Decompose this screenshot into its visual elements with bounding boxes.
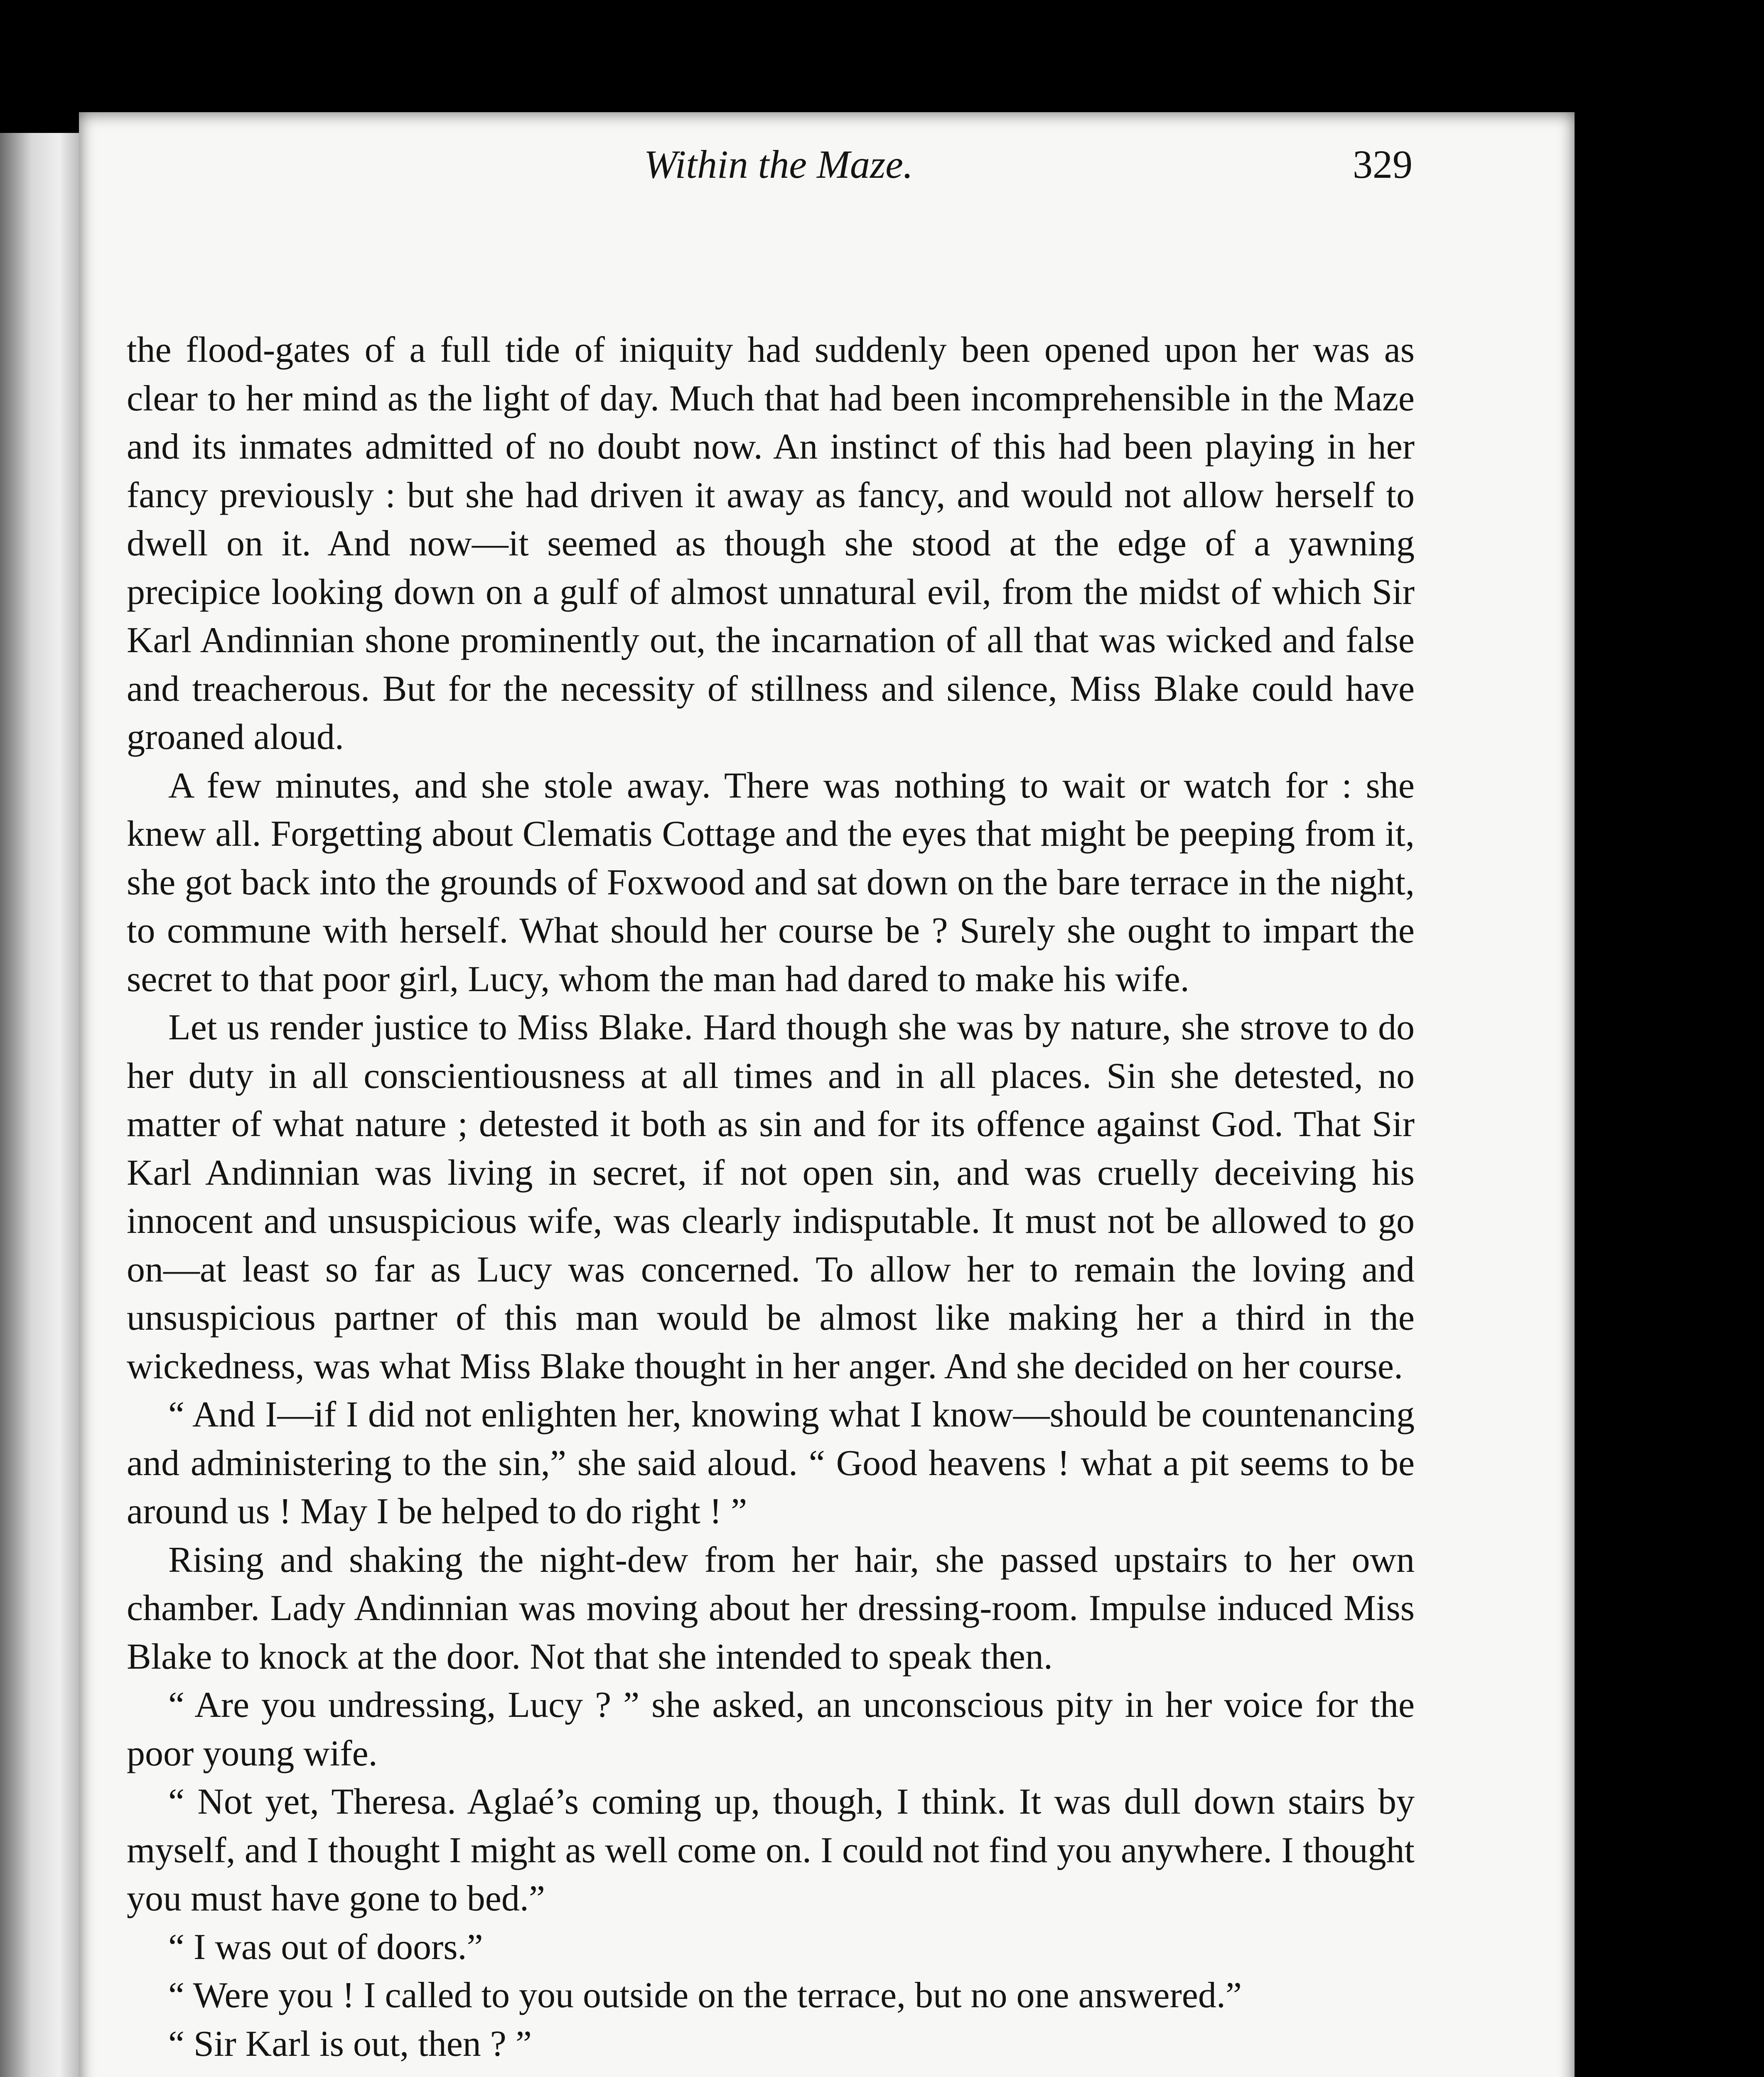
paragraph: “ Sir Karl is out, then ? ”	[168, 2023, 532, 2064]
paragraph: the flood-gates of a full tide of iniquity had suddenly been opened upon her was as clear to her mind as the light of day. Much that had been incomprehensible in the Maze and its inmates admitted of no doubt now. An instinct of this had been playing in her fancy previously : but she had driven it away as fancy, and would not allow herself to dwell on it. And now—it seemed as though she stood at the edge of a yawning precipice looking down on a gulf of almost unnatural evil, from the midst of which Sir Karl Andinnian shone prominently out, the incarnation of all that was wicked and false and treacherous. But for the necessity of stillness and silence, Miss Blake could have groaned aloud.	[127, 330, 1415, 757]
page-header	[125, 137, 1413, 199]
paragraph: Let us render justice to Miss Blake. Hard though she was by nature, she strove to do her duty in all conscientiousness at all times and in all places. Sin she detested, no matter of what nature ; detested it both as sin and for its offence against God. That Sir Karl Andinnian was living in secret, if not open sin, and was cruelly deceiving his innocent and unsuspicious wife, was clearly indisputable. It must not be allowed to go on—at least so far as Lucy was concerned. To allow her to remain the loving and unsuspicious partner of this man would be almost like making her a third in the wickedness, was what Miss Blake thought in her anger. And she decided on her course.	[127, 1007, 1415, 1387]
paragraph: “ Were you ! I called to you outside on the terrace, but no one answered.”	[168, 1975, 1242, 2016]
paragraph: “ Are you undressing, Lucy ? ” she asked, an unconscious pity in her voice for the poor young wife.	[127, 1685, 1415, 1774]
page-body	[127, 326, 1415, 2068]
page-number: 329	[1353, 142, 1413, 187]
paragraph: A few minutes, and she stole away. There was nothing to wait or watch for : she knew all. Forgetting about Clematis Cottage and the eyes that might be peeping from it, she got back into the grounds of Foxwood and sat down on the bare terrace in the night, to commune with herself. What should her course be ? Surely she ought to impart the secret to that poor girl, Lucy, whom the man had dared to make his wife.	[127, 765, 1415, 999]
running-title: Within the Maze.	[644, 142, 913, 187]
paragraph: “ Not yet, Theresa. Aglaé’s coming up, though, I think. It was dull down stairs by myself, and I thought I might as well come on. I could not find you anywhere. I thought you must have gone to bed.”	[127, 1782, 1415, 1919]
paragraph: Rising and shaking the night-dew from her hair, she passed upstairs to her own chamber. Lady Andinnian was moving about her dressing-room. Impulse induced Miss Blake to knock at the door. Not that she intended to speak then.	[127, 1539, 1415, 1677]
paragraph: “ I was out of doors.”	[168, 1927, 483, 1967]
paragraph: “ And I—if I did not enlighten her, knowing what I know—should be countenancing and administering to the sin,” she said aloud. “ Good heavens ! what a pit seems to be around us ! May I be helped to do right ! ”	[127, 1394, 1415, 1532]
left-page-edge	[0, 133, 79, 2077]
